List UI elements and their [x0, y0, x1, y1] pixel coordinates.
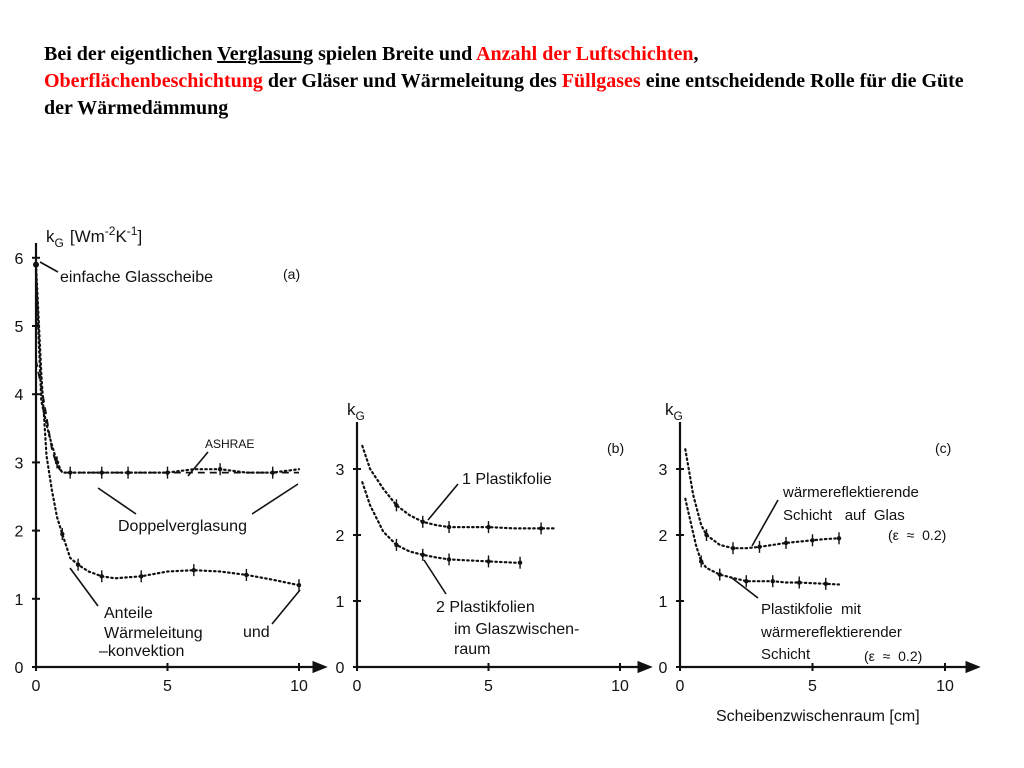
panel-a-series-3-line: [36, 265, 299, 586]
label-und: und: [243, 624, 270, 641]
panel-b-series-0-marker-9: [486, 525, 490, 529]
panel-a-ytick-label-3: 3: [14, 455, 24, 473]
panel-c-xtick-label-5: 5: [808, 678, 817, 695]
panel-c-ytick-label-3: 3: [658, 462, 668, 479]
label-anteile: Anteile: [104, 605, 153, 622]
panel-b-xtick-label-0: 0: [352, 678, 362, 695]
label-1-plastikfolie: 1 Plastikfolie: [462, 471, 552, 488]
panel-c-series-0-marker-9: [784, 541, 788, 545]
panel-a-series-3-marker-13: [192, 568, 196, 572]
heading-fuellgases: Füllgases: [561, 70, 641, 92]
panel-a-series-2-marker-7: [100, 470, 104, 474]
pointer-schicht-auf-glas: [752, 500, 778, 546]
heading-comma: ,: [693, 43, 699, 65]
panel-c-series-0-marker-13: [837, 536, 841, 540]
heading-text-4: eine entscheidende Rolle für die Güte der Wärmedämmung: [44, 70, 964, 119]
panel-a-series-3-marker-7: [76, 563, 80, 567]
panel-c-series-1-marker-5: [718, 572, 722, 576]
pointer-1-plastikfolie: [428, 484, 458, 520]
label-konvektion: –konvektion: [99, 643, 185, 660]
pointer-doppel-2: [252, 484, 298, 514]
panel-b-series-0-marker-3: [394, 503, 398, 507]
panel-c-series-1-marker-7: [744, 579, 748, 583]
panel-a-series-3-marker-11: [139, 574, 143, 578]
pointer-und: [272, 590, 300, 624]
panel-b-series-1-line: [362, 482, 520, 563]
label-ashrae: ASHRAE: [205, 437, 255, 451]
chart-panel-b: [336, 400, 645, 695]
panel-c-ytick-label-2: 2: [658, 528, 668, 545]
panel-b-series-0-marker-5: [421, 520, 425, 524]
chart-panel-a: [15, 224, 320, 695]
panel-a-xtick-label-10: 10: [290, 678, 308, 695]
label-waermereflektierender: wärmereflektierender: [761, 624, 902, 641]
panel-a-series-2-marker-13: [218, 467, 222, 471]
panel-a-series-2-marker-15: [271, 470, 275, 474]
panel-a-ytick-label-4: 4: [14, 387, 24, 405]
heading-luftschichten: Anzahl der Luftschichten: [476, 43, 694, 65]
panel-a-series-2-marker-5: [68, 470, 72, 474]
label-waermeleitung: Wärmeleitung: [104, 625, 203, 642]
panel-a-curves: [33, 262, 301, 592]
panel-a-series-2-marker-3: [55, 460, 59, 464]
heading-text-2: spielen Breite und: [313, 43, 477, 65]
panel-c-ytick-label-1: 1: [658, 594, 668, 611]
panel-b-series-1-marker-9: [486, 559, 490, 563]
panel-b-ytick-label-2: 2: [335, 528, 345, 545]
label-2-plastikfolien: 2 Plastikfolien: [436, 599, 535, 616]
panel-a-ytick-label-1: 1: [14, 591, 24, 609]
label-schicht: Schicht: [761, 646, 811, 663]
heading-beschichtung: Oberflächenbeschichtung: [44, 70, 263, 92]
panel-c-series-1-marker-9: [771, 579, 775, 583]
panel-b-ticks: [336, 462, 629, 695]
panel-a-series-2-line: [36, 271, 299, 472]
label-waermereflektierende: wärmereflektierende: [783, 484, 919, 501]
panel-a-ylabel: $k_G$ $[Wm^{-2}K^{-1}]$: [46, 224, 143, 250]
panel-a-series-3-marker-17: [297, 583, 301, 587]
panel-b-xtick-label-5: 5: [484, 678, 493, 695]
panel-b-ytick-label-3: 3: [335, 462, 345, 479]
heading-text-1: Bei der eigentlichen: [44, 43, 218, 65]
label-epsilon-1: (ε ≈ 0.2): [888, 527, 947, 543]
label-im-glaszwischen: im Glaszwischen-: [454, 621, 580, 638]
panel-a-series-3-marker-5: [60, 532, 64, 536]
pointer-2-plastikfolien: [424, 560, 446, 594]
panel-a-series-1-line: [36, 360, 299, 473]
panel-a-series-2-marker-11: [165, 470, 169, 474]
heading-verglasung: Verglasung: [217, 43, 314, 65]
label-einfache-glasscheibe: einfache Glasscheibe: [60, 269, 213, 286]
panel-a-xtick-label-5: 5: [163, 678, 172, 695]
pointer-einfache: [40, 262, 58, 272]
label-plastikfolie-mit: Plastikfolie mit: [761, 601, 862, 618]
label-schicht-auf-glas: Schicht auf Glas: [783, 507, 905, 524]
panel-c-series-0-marker-5: [731, 546, 735, 550]
panel-b-series-0-marker-11: [539, 526, 543, 530]
panel-b-series-1-marker-7: [447, 557, 451, 561]
panel-c-series-1-marker-3: [699, 559, 703, 563]
panel-c-series-0-marker-7: [757, 545, 761, 549]
panel-c-ytick-label-0: 0: [658, 660, 668, 677]
panel-a-series-2-marker-9: [126, 470, 130, 474]
panel-c-series-1-marker-13: [824, 582, 828, 586]
label-panel-c: (c): [935, 440, 952, 456]
panel-c-xtick-label-10: 10: [936, 678, 954, 695]
panel-a-ytick-label-6: 6: [14, 250, 24, 268]
panel-b-curves: [362, 446, 554, 569]
panel-a-series-3-marker-15: [244, 573, 248, 577]
panel-c-series-1-marker-11: [797, 580, 801, 584]
panel-b-ylabel: $k_G$: [347, 400, 365, 423]
panel-c-series-0-marker-11: [810, 538, 814, 542]
panel-b-ytick-label-0: 0: [335, 660, 345, 677]
panel-b-series-1-marker-11: [518, 561, 522, 565]
label-panel-b: (b): [607, 440, 625, 456]
panel-a-ytick-label-5: 5: [14, 319, 24, 336]
chart-panel-c: [659, 400, 973, 725]
panel-c-xtick-label-0: 0: [675, 678, 685, 695]
label-doppelverglasung: Doppelverglasung: [118, 518, 247, 535]
label-panel-a: (a): [283, 266, 301, 282]
panel-a-series-3-marker-9: [100, 574, 104, 578]
panel-a-ytick-label-2: 2: [14, 523, 24, 541]
label-raum: raum: [454, 641, 491, 658]
panel-a-xtick-label-0: 0: [31, 678, 41, 695]
panel-c-ylabel: $k_G$: [665, 400, 683, 423]
panel-b-series-1-marker-3: [394, 543, 398, 547]
panel-b-series-0-marker-7: [447, 525, 451, 529]
panel-b-ytick-label-1: 1: [335, 594, 345, 611]
pointer-doppel-1: [98, 488, 136, 514]
panel-a-ytick-label-0: 0: [14, 660, 24, 677]
heading-text-3: der Gläser und Wärmeleitung des: [262, 70, 562, 92]
panel-b-series-1-marker-5: [421, 553, 425, 557]
panel-b-xtick-label-10: 10: [611, 678, 629, 695]
label-epsilon-2: (ε ≈ 0.2): [864, 648, 923, 664]
panel-c-xlabel: Scheibenzwischenraum [cm]: [716, 708, 920, 725]
panel-c-series-0-marker-3: [704, 533, 708, 537]
